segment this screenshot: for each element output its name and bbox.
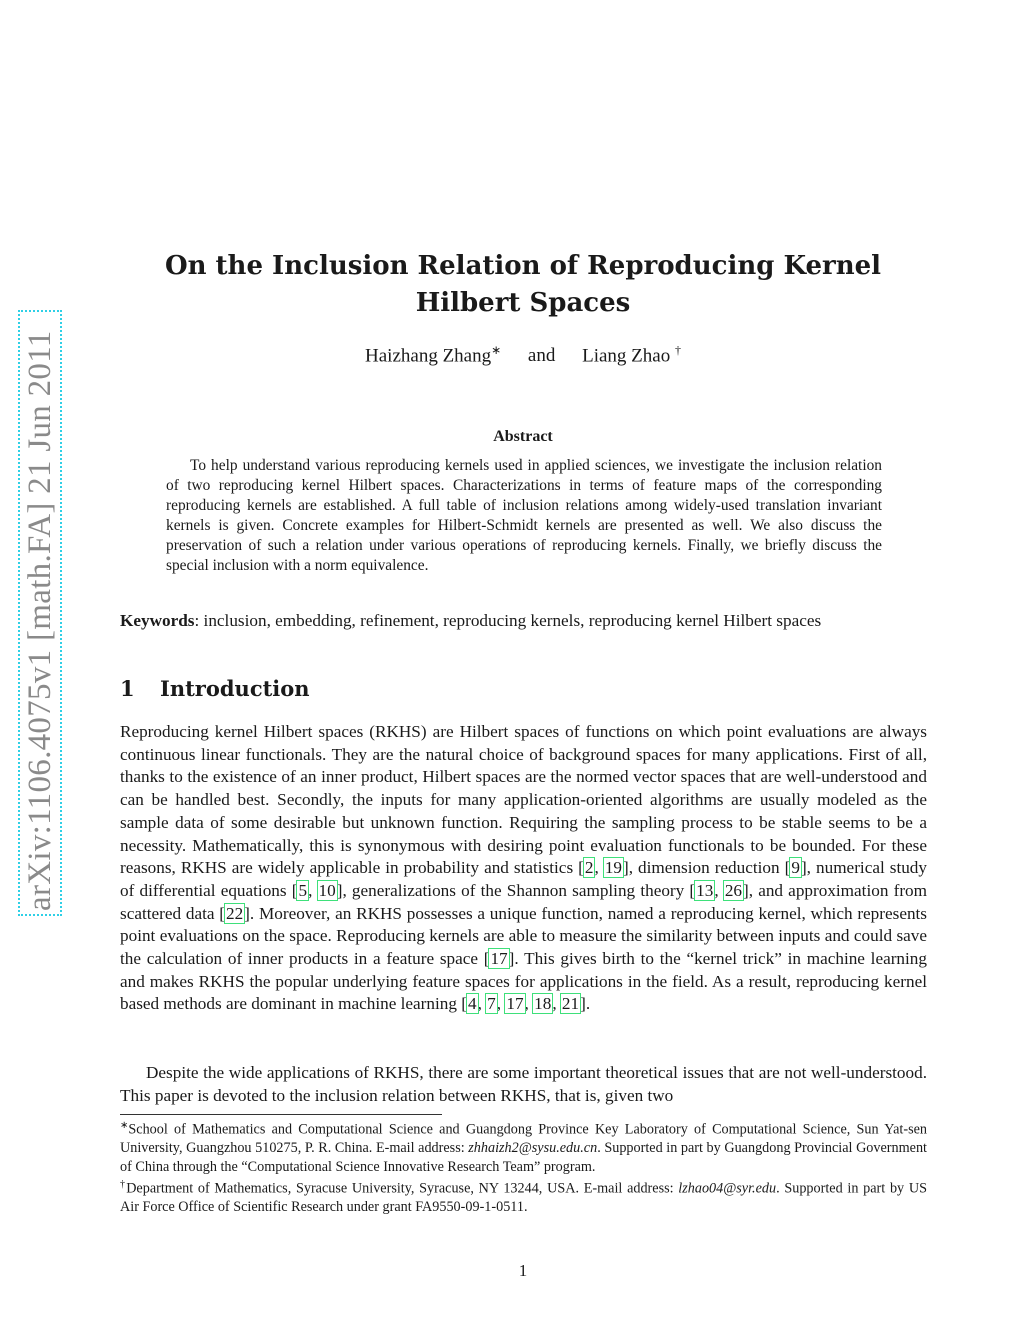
paragraph-text: ], and approximation from scattered data [: [120, 880, 928, 923]
keywords: [120, 610, 928, 632]
citation-link[interactable]: 18: [534, 994, 552, 1014]
paragraph-text: ], dimension reduction [: [623, 858, 791, 878]
arxiv-identifier[interactable]: arXiv:1106.4075v1 [math.FA] 21 Jun 2011: [22, 330, 58, 911]
paragraph-text: ], generalizations of the Shannon sampling theory [: [336, 880, 696, 900]
footnote-mark[interactable]: ∗: [491, 343, 502, 357]
footnote-text: . Supported in part by Guangdong Provincial Government of China through the “Computational Science Innovative Research Team” program.: [120, 1140, 927, 1175]
footnote-2: [120, 1176, 927, 1217]
footnotes: [120, 1117, 927, 1217]
paragraph-text: ]. Moreover, an RKHS possesses a unique function, named a reproducing kernel, which represents point evaluations on the space. Reproducing kernels are able to measure the similarity between inputs and could save the calculation of inner products in a feature space [: [120, 903, 927, 969]
citation-link[interactable]: 2: [584, 858, 594, 878]
section-number: 1: [120, 676, 135, 701]
citation-link[interactable]: 13: [696, 880, 714, 900]
author-separator: and: [527, 345, 556, 367]
intro-paragraph-2: Despite the wide applications of RKHS, there are some important theoretical issues that are not well-understood. This paper is devoted to the inclusion relation between RKHS, that is, given two: [120, 1063, 927, 1105]
footnote-text: . Supported in part by US Air Force Office of Scientific Research under grant FA9550-09-1-0511.: [120, 1180, 927, 1216]
footnote-rule: [120, 1114, 442, 1115]
title-line-1: On the Inclusion Relation of Reproducing Kernel: [164, 251, 882, 281]
author-name: Liang Zhao: [582, 345, 671, 367]
paragraph-text: ], numerical study of differential equations [: [120, 858, 927, 900]
section-heading: [120, 676, 310, 701]
citation-link[interactable]: 17: [506, 994, 524, 1014]
keywords-list: : inclusion, embedding, refinement, reproducing kernels, reproducing kernel Hilbert spaces: [194, 611, 822, 630]
keywords-label: Keywords: [120, 611, 195, 630]
author-list: [120, 343, 926, 367]
citation-link[interactable]: 5: [298, 880, 308, 900]
abstract-heading: Abstract: [493, 428, 553, 445]
page-number: 1: [518, 1261, 528, 1280]
paragraph-text: Reproducing kernel Hilbert spaces (RKHS) are Hilbert spaces of functions on which point evaluations are always continuous linear functionals. They are the natural choice of background spaces for many applications. First of all, thanks to the existence of an inner product, Hilbert spaces are the normed vector spaces that are well-understood and can be handled best. Secondly, the inputs for many application-oriented algorithms are usually modeled as the sample data of some desirable but unknown function. Requiring the sampling process to be stable seems to be a necessity. Mathematically, this is synonymous with desiring point evaluation functionals to be bounded. For these reasons, RKHS are widely applicable in probability and statistics [: [120, 722, 927, 878]
footnote-mark: ∗: [120, 1120, 129, 1131]
citation-link[interactable]: 21: [561, 994, 580, 1014]
footnote-text: School of Mathematics and Computational Science and Guangdong Province Key Laboratory of Computational Science, Sun Yat-sen University, Guangzhou 510275, P. R. China. E-mail address:: [120, 1121, 927, 1157]
intro-paragraph-1: Reproducing kernel Hilbert spaces (RKHS) are Hilbert spaces of functions on which point evaluations are always continuous linear functionals. They are the natural choice of background spaces for many applications. First of all, thanks to the existence of an inner product, Hilbert spaces are the normed vector spaces that are well-understood and can be handled best. Secondly, the inputs for many application-oriented algorithms are usually modeled as the sample data of some desirable but unknown function. Requiring the sampling process to be stable seems to be a necessity. Mathematically, this is synonymous with desiring point evaluation functionals to be bounded. For these reasons, RKHS are widely applicable in probability and statistics [2, 19], dimension reduction [9], numerical study of differential equations [5, 10], generalizations of the Shannon sampling theory [13, 26], and approximation from scattered data [22]. Moreover, an RKHS possesses a unique function, named a reproducing kernel, which represents point evaluations on the space. Reproducing kernels are able to measure the similarity between inputs and could save the calculation of inner products in a feature space [17]. This gives birth to the “kernel trick” in machine learning and makes RKHS the popular underlying feature spaces for applications in the field. As a result, reproducing kernel based methods are dominant in machine learning [4, 7, 17, 18, 21].: [120, 722, 928, 1014]
citation-link[interactable]: 22: [225, 903, 244, 923]
paragraph-text: ].: [580, 994, 591, 1014]
email-address[interactable]: lzhao04@syr.edu: [678, 1180, 777, 1197]
footnote-mark[interactable]: †: [674, 343, 681, 357]
title-line-2: Hilbert Spaces: [415, 288, 631, 318]
email-address[interactable]: zhhaizh2@sysu.edu.cn: [468, 1140, 598, 1157]
abstract-text: To help understand various reproducing kernels used in applied sciences, we investigate the inclusion relation of two reproducing kernel Hilbert spaces. Characterizations in terms of feature maps of the corresponding reproducing kernels are established. A full table of inclusion relations among widely-used translation invariant kernels is given. Concrete examples for Hilbert-Schmidt kernels are presented as well. We also discuss the preservation of such a relation under various operations of reproducing kernels. Finally, we briefly discuss the special inclusion with a norm equivalence.: [166, 457, 882, 574]
footnote-1: [120, 1117, 927, 1176]
section-title: Introduction: [160, 676, 310, 701]
citation-link[interactable]: 26: [724, 880, 742, 900]
paper-title: [120, 248, 926, 322]
citation-link[interactable]: 17: [490, 949, 508, 969]
author-name: Haizhang Zhang: [365, 345, 492, 367]
citation-link[interactable]: 9: [791, 858, 800, 878]
citation-link[interactable]: 4: [467, 994, 477, 1014]
citation-link[interactable]: 10: [318, 880, 336, 900]
footnote-mark: †: [120, 1179, 127, 1191]
footnote-text: Department of Mathematics, Syracuse University, Syracuse, NY 13244, USA. E-mail address:: [126, 1180, 679, 1197]
paragraph-text: ]. This gives birth to the “kernel trick” in machine learning and makes RKHS the popular underlying feature spaces for applications in the field. As a result, reproducing kernel based methods are dominant in machine learning [: [120, 949, 927, 1014]
citation-link[interactable]: 7: [487, 994, 496, 1014]
citation-link[interactable]: 19: [604, 858, 622, 878]
